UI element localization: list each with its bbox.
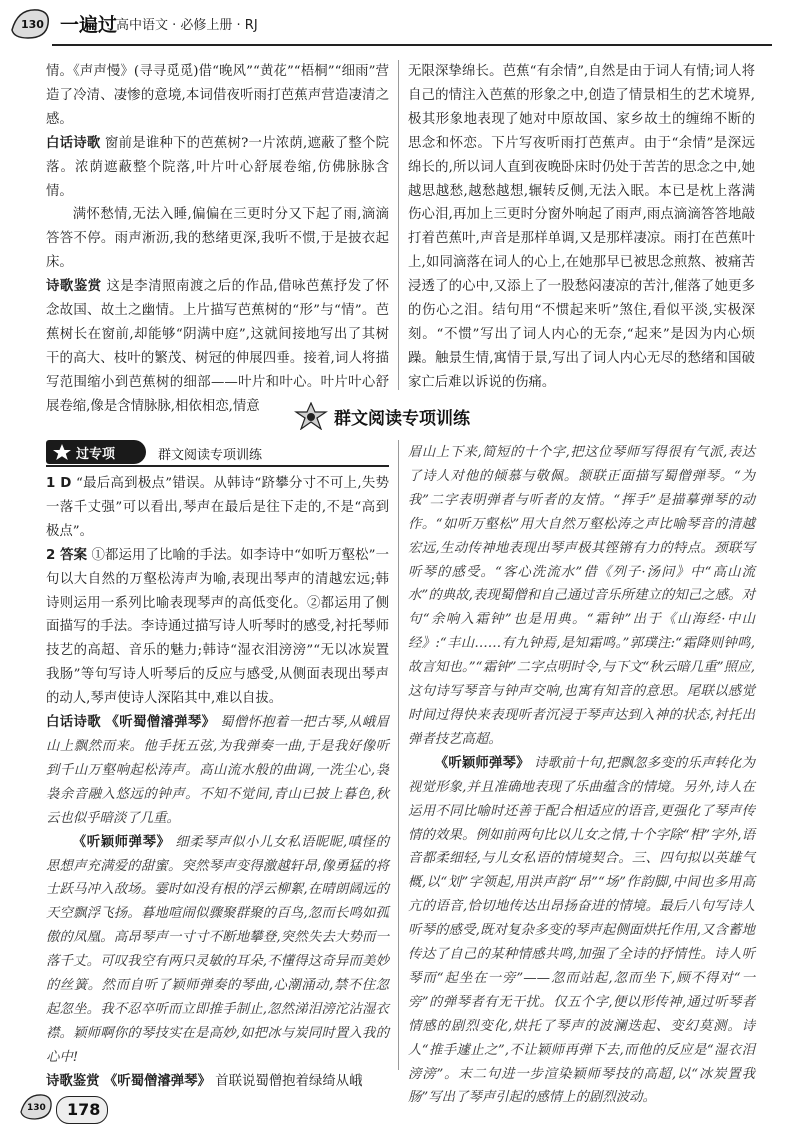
page-footer [0, 1090, 800, 1130]
paragraph-text: 蜀僧怀抱着一把古琴,从峨眉山上飘然而来。他手抚五弦,为我弹奏一曲,于是我好像听到千山万壑响起松涛声。高山流水般的曲调,一洗尘心,袅袅余音融入悠远的钟声。不知不觉间,青山已披上暮色,秋云也似乎暗淡了几重。 [46, 715, 390, 826]
footer-logo-text: 130 [27, 1103, 46, 1113]
brand-logo-icon [8, 4, 52, 42]
book-subtitle: 高中语文 · 必修上册 · RJ [116, 18, 258, 33]
paragraph [46, 472, 389, 544]
paragraph [46, 132, 389, 204]
page-number: 178 [67, 1100, 101, 1119]
paragraph [408, 752, 755, 1111]
paragraph-text: 细柔琴声似小儿女私语昵昵,嗔怪的思想声充满爱的甜蜜。突然琴声变得激越轩昂,像勇猛的将士跃马冲入敌场。霎时如没有根的浮云柳絮,在晴朗阔远的天空飘浮飞扬。暮地喧闹似骤聚群聚的百鸟,忽而长鸣如孤傲的凤凰。高昂琴声一寸寸不断地攀登,突然失去大势而一落千丈。可叹我空有两只灵敏的耳朵,不懂得这奇异而美妙的丝簧。然而自听了颖师弹奏的琴曲,心潮涌动,禁不住忽起忽坐。我不忍卒听而立即推手制止,忽然涕泪滂沱沾湿衣襟。颖师啊你的琴技实在是高妙,如把冰与炭同时置入我的心中! [46, 834, 389, 1065]
poem-title: 《听颖师弹琴》 [72, 834, 171, 850]
paragraph-label: 白话诗歌 [46, 715, 101, 731]
paragraph-label: 白话诗歌 [46, 135, 101, 151]
paragraph-text: 情。《声声慢》(寻寻觅觅)借“晚风”“黄花”“梧桐”“细雨”营造了冷清、凄惨的意境,本词借夜听雨打芭蕉声营造凄清之感。 [46, 64, 389, 127]
footer-logo-icon [18, 1090, 54, 1122]
section-title: 群文阅读专项训练 [334, 409, 470, 429]
column-divider-top [398, 60, 399, 390]
page-header [0, 0, 800, 50]
paragraph-text: 这是李清照南渡之后的作品,借咏芭蕉抒发了怀念故国、故土之幽情。上片描写芭蕉树的“形”与“情”。芭蕉树长在窗前,却能够“阴满中庭”,这就间接地写出了其树干的高大、枝叶的繁茂、树冠的伸展四垂。接着,词人将描写范围缩小到芭蕉树的细部——叶片和叶心。叶片叶心舒展卷缩,像是含情脉脉,相依相恋,情意 [46, 279, 389, 414]
exercise-tab-label: 过专项 [76, 447, 116, 462]
paragraph-label: 1 D [46, 476, 72, 491]
poem-title: 《听颖师弹琴》 [434, 755, 530, 771]
brand-logo-text: 130 [21, 18, 44, 31]
star-tab-icon [52, 443, 72, 461]
paragraph [46, 544, 389, 711]
star-badge-icon [294, 402, 328, 430]
column-divider-bottom [398, 440, 399, 1070]
exercise-band-text: 群文阅读专项训练 [158, 448, 263, 463]
paragraph-text: 眉山上下来,简短的十个字,把这位琴师写得很有气派,表达了诗人对他的倾慕与敬佩。颔联正面描写蜀僧弹琴。“为我”二字表明弹者与听者的友情。“挥手”是描摹弹琴的动作。“如听万壑松”用大自然万壑松涛之声比喻琴音的清越宏远,生动传神地表现出琴声极其铿锵有力的特点。颈联写听琴的感受。“客心洗流水”借《列子·汤问》中“高山流水”的典故,表现蜀僧和自己通过音乐所建立的知己之感。对句“余响入霜钟”也是用典。“霜钟”出于《山海经·中山经》:“丰山……有九钟焉,是知霜鸣。”郭璞注:“霜降则钟鸣,故言知也。”“霜钟”二字点明时令,与下文“秋云暗几重”照应,这句诗写琴音与钟声交响,也寓有知音的意思。尾联以感觉时间过得快来表现听者沉浸于琴声达到入神的状态,衬托出弹者技艺高超。 [408, 445, 755, 747]
paragraph-label: 诗歌鉴赏 [46, 1073, 100, 1089]
page-number-badge [56, 1096, 108, 1124]
paragraph [46, 711, 389, 831]
exercise-band-rule [46, 465, 389, 467]
section-heading [0, 398, 800, 434]
column-bottom-right [408, 441, 755, 1110]
paragraph-text: 满怀愁情,无法入睡,偏偏在三更时分又下起了雨,滴滴答答不停。雨声淅沥,我的愁绪更深,我听不惯,于是披衣起床。 [46, 207, 389, 271]
exercise-band [46, 440, 389, 466]
header-rule [52, 44, 772, 46]
column-top-left [46, 60, 389, 419]
poem-title: 《听蜀僧濬弹琴》 [105, 715, 216, 731]
exercise-tab [46, 440, 146, 464]
paragraph-label: 诗歌鉴赏 [46, 279, 102, 295]
paragraph-text: ①都运用了比喻的手法。如李诗中“如听万壑松”一句以大自然的万壑松涛声为喻,表现出琴声的清越宏远;韩诗则运用一系列比喻表现琴声的高低变化。②都运用了侧面描写的手法。李诗通过描写诗人听琴时的感受,衬托琴师技艺的高超、音乐的魅力;韩诗“湿衣泪滂滂”“无以冰炭置我肠”等句写诗人听琴后的反应与感受,从侧面表现出琴声的动人,琴声使诗人深陷其中,难以自拔。 [46, 547, 389, 707]
column-top-right [408, 60, 755, 395]
column-bottom-left [46, 472, 389, 1094]
poem-title: 《听蜀僧濬弹琴》 [103, 1073, 211, 1089]
paragraph [46, 203, 389, 275]
paragraph [46, 60, 389, 132]
paragraph-text: 首联说蜀僧抱着绿绮从峨 [215, 1073, 363, 1089]
paragraph [46, 831, 389, 1070]
paragraph-label: 2 答案 [46, 547, 88, 563]
brand-name: 一遍过 [60, 14, 118, 36]
paragraph [408, 441, 755, 752]
paragraph [408, 60, 755, 395]
paragraph-text: 无限深挚绵长。芭蕉“有余情”,自然是由于词人有情;词人将自己的情注入芭蕉的形象之中,创造了情景相生的艺术境界,极其形象地表现了她对中原故国、家乡故土的缠绵不断的思念和怀恋。下片写夜听雨打芭蕉声。由于“余情”是深远绵长的,所以词人直到夜晚卧床时仍处于苦苦的思念之中,她越思越愁,越愁越想,辗转反侧,无法入眠。本已是枕上落满伤心泪,再加上三更时分窗外响起了雨声,雨点滴滴答答地敲打着芭蕉叶,声音是那样单调,又是那样凄凉。雨打在芭蕉叶上,如同滴落在词人的心上,在她那早已被思念煎熬、被痛苦浸透了的心中,又添上了一股愁闷凄凉的苦汁,催落了她更多的伤心之泪。结句用“不惯起来听”煞住,看似平淡,实极深刻。“不惯”写出了词人内心的无奈,“起来”是因为内心烦躁。触景生情,寓情于景,写出了词人内心无尽的愁绪和国破家亡后难以诉说的伤痛。 [408, 64, 755, 390]
paragraph-text: 诗歌前十句,把飘忽多变的乐声转化为视觉形象,并且准确地表现了乐曲蕴含的情境。另外,诗人在运用不同比喻时还善于配合相适应的语音,更强化了琴声传情的效果。例如前两句比以儿女之情,十个字除“相”字外,语音都柔细轻,与儿女私语的情境契合。三、四句拟以英雄气概,以“划”字领起,用洪声韵“昂”“场”作韵脚,中间也多用高亢的语音,恰切地传达出昂扬奋进的情境。最后八句写诗人听琴的感受,既对复杂多变的琴声起侧面烘托作用,又含蓄地传达了自己的某种情感共鸣,加强了全诗的抒情性。诗人听琴而“起坐在一旁”——忽而站起,忽而坐下,顾不得对“一旁”的弹琴者有无干扰。仅五个字,便以形传神,通过听琴者情感的剧烈变化,烘托了琴声的波澜迭起、变幻莫测。诗人“推手遽止之”,不让颖师再弹下去,而他的反应是“湿衣泪滂滂”。末二句进一步渲染颖师琴技的高超,以“冰炭置我肠”写出了琴声引起的感情上的剧烈波动。 [408, 755, 755, 1106]
paragraph-text: 窗前是谁种下的芭蕉树?一片浓荫,遮蔽了整个院落。浓荫遮蔽整个院落,叶片叶心舒展卷缩,仿佛脉脉含情。 [46, 135, 389, 199]
paragraph-text: “最后高到极点”错误。从韩诗“跻攀分寸不可上,失势一落千丈强”可以看出,琴声在最后是往下走的,不是“高到极点”。 [46, 476, 389, 539]
